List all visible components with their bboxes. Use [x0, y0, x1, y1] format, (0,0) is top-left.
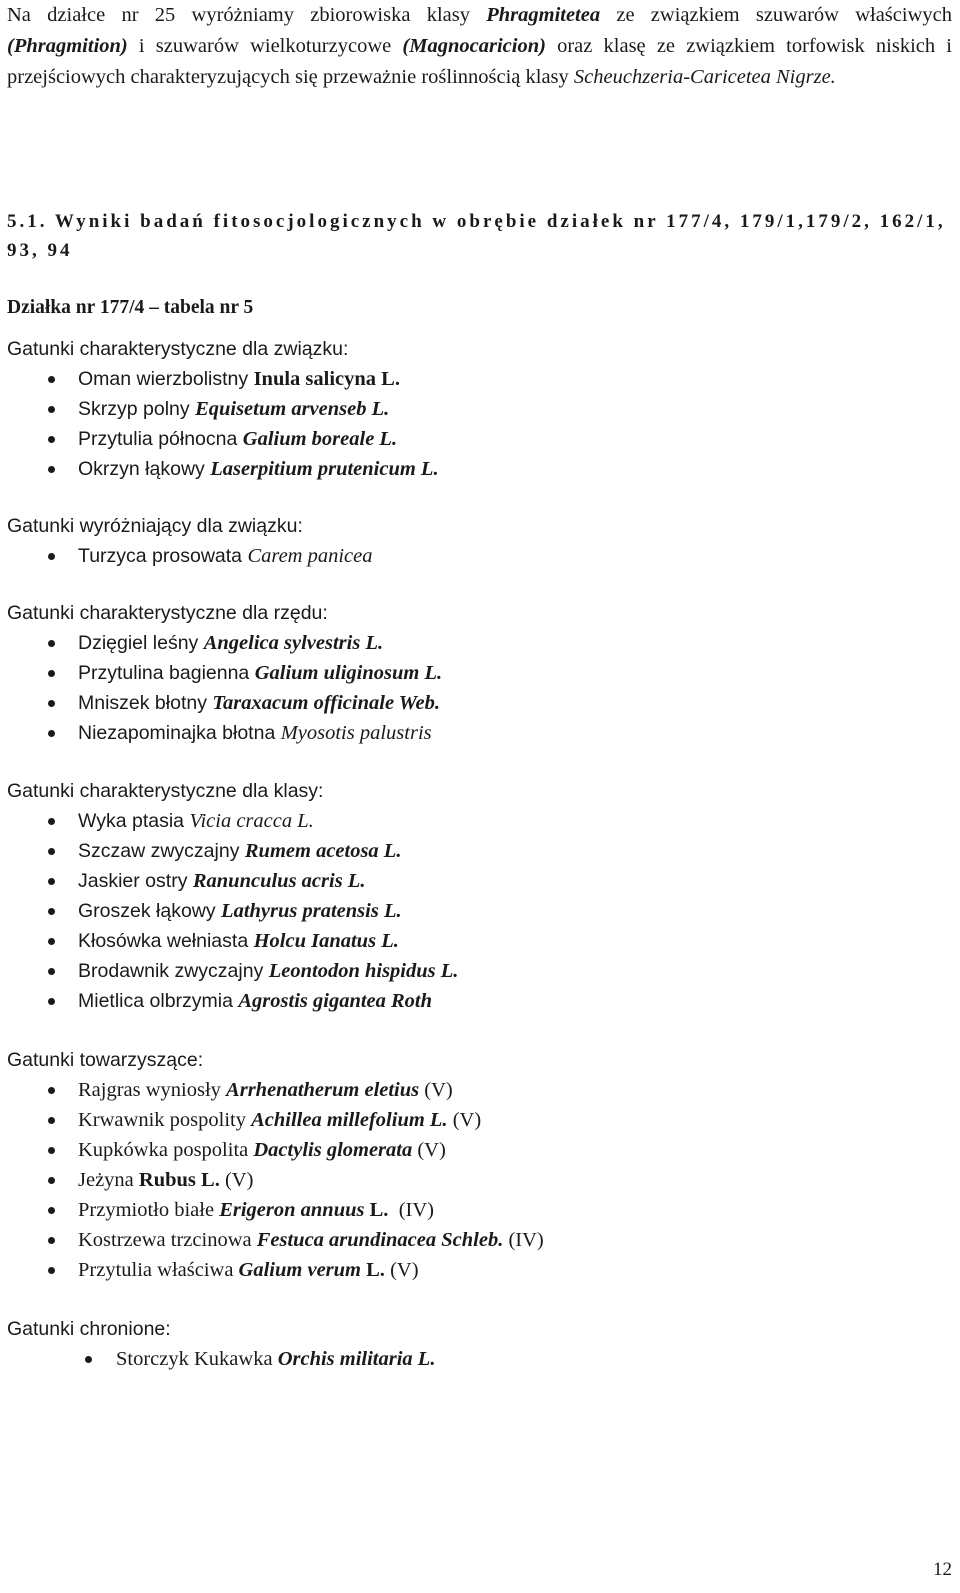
group-order-characteristic	[7, 598, 952, 748]
list-item	[7, 1344, 952, 1374]
species-common-name: Skrzyp polny	[78, 398, 196, 420]
list-item	[7, 806, 952, 836]
species-latin-name: Leontodon hispidus L.	[268, 960, 459, 982]
list-item	[7, 1075, 952, 1105]
bullet-icon	[48, 1267, 55, 1274]
species-common-name: Przytulia właściwa	[78, 1259, 239, 1281]
list-item	[7, 364, 952, 394]
group-protected-species	[7, 1314, 952, 1374]
species-list	[7, 364, 952, 484]
species-latin-name: Galium uliginosum L.	[254, 662, 443, 684]
species-latin-name: Laserpitium prutenicum L.	[210, 458, 439, 480]
bullet-icon	[48, 908, 55, 915]
group-association-characteristic	[7, 334, 952, 484]
bullet-icon	[48, 406, 55, 413]
intro-text: oraz klasę ze związkiem torfowisk niskich i przejściowych charakteryzujących się przeważnie roślinnością klasy	[7, 35, 952, 88]
species-latin-name: Galium boreale L.	[242, 428, 398, 450]
species-common-name: Oman wierzbolistny	[78, 368, 254, 390]
species-latin-name: Holcu Ianatus L.	[253, 930, 399, 952]
group-title: Gatunki chronione:	[7, 1318, 171, 1340]
bullet-icon	[48, 878, 55, 885]
species-latin-name: Rubus L.	[138, 1169, 220, 1191]
species-frequency-class: (V)	[419, 1079, 453, 1101]
intro-text: Na działce nr 25 wyróżniamy zbiorowiska klasy	[7, 4, 487, 26]
bullet-icon	[85, 1356, 92, 1363]
species-latin-name: Dactylis glomerata	[253, 1139, 413, 1161]
list-item	[7, 658, 952, 688]
species-common-name: Mietlica olbrzymia	[78, 990, 239, 1012]
list-item	[7, 1255, 952, 1285]
species-common-name: Wyka ptasia	[78, 810, 190, 832]
bullet-icon	[48, 818, 55, 825]
species-latin-name: Lathyrus pratensis L.	[221, 900, 402, 922]
intro-latin-phragmition: (Phragmition)	[7, 35, 128, 57]
species-latin-name: Arrhenatherum eletius	[226, 1079, 420, 1101]
list-item	[7, 1165, 952, 1195]
species-frequency-class: (IV)	[503, 1229, 544, 1251]
bullet-icon	[48, 700, 55, 707]
species-latin-name: Festuca arundinacea Schleb.	[256, 1229, 504, 1251]
list-item	[7, 541, 952, 571]
species-latin-name: Myosotis palustris	[280, 722, 432, 744]
species-latin-name: Equisetum arvenseb L.	[195, 398, 390, 420]
list-item	[7, 1195, 952, 1225]
list-item	[7, 424, 952, 454]
species-common-name: Kłosówka wełniasta	[78, 930, 254, 952]
species-list	[7, 1075, 952, 1285]
species-common-name: Jeżyna	[78, 1169, 139, 1191]
species-common-name: Kupkówka pospolita	[78, 1139, 254, 1161]
species-latin-name: Angelica sylvestris L.	[203, 632, 384, 654]
section-heading: 5.1. Wyniki badań fitosocjologicznych w obrębie działek nr 177/4, 179/1,179/2, 162/1, 93, 94	[7, 211, 946, 261]
species-latin-name: Orchis militaria L.	[277, 1348, 436, 1370]
species-latin-name: Carem panicea	[247, 545, 373, 567]
species-common-name: Groszek łąkowy	[78, 900, 222, 922]
bullet-icon	[48, 670, 55, 677]
species-common-name: Przytulina bagienna	[78, 662, 255, 684]
list-item	[7, 926, 952, 956]
intro-latin-scheuchzeria: Scheuchzeria-Caricetea Nigrze.	[573, 66, 836, 88]
species-latin-name: Rumem acetosa L.	[244, 840, 402, 862]
bullet-icon	[48, 640, 55, 647]
species-common-name: Szczaw zwyczajny	[78, 840, 245, 862]
intro-paragraph	[7, 0, 952, 93]
species-common-name: Jaskier ostry	[78, 870, 193, 892]
intro-latin-magnocaricion: (Magnocaricion)	[402, 35, 546, 57]
bullet-icon	[48, 376, 55, 383]
species-list	[7, 806, 952, 1016]
group-companion-species	[7, 1045, 952, 1285]
intro-latin-phragmitetea: Phragmitetea	[486, 4, 601, 26]
species-common-name: Storczyk Kukawka	[116, 1348, 278, 1370]
species-common-name: Kostrzewa trzcinowa	[78, 1229, 257, 1251]
species-frequency-class: (V)	[412, 1139, 446, 1161]
species-list	[7, 1344, 952, 1374]
bullet-icon	[48, 466, 55, 473]
bullet-icon	[48, 1207, 55, 1214]
list-item	[7, 1105, 952, 1135]
species-common-name: Przytulia północna	[78, 428, 243, 450]
group-association-distinguishing	[7, 511, 952, 571]
list-item	[7, 866, 952, 896]
species-latin-name: Erigeron annuus	[219, 1199, 365, 1221]
group-title: Gatunki charakterystyczne dla klasy:	[7, 780, 324, 802]
group-title: Gatunki charakterystyczne dla związku:	[7, 338, 349, 360]
bullet-icon	[48, 1177, 55, 1184]
list-item	[7, 986, 952, 1016]
page-number: 12	[933, 1559, 952, 1580]
species-latin-name: Ranunculus acris L.	[192, 870, 366, 892]
bullet-icon	[48, 1117, 55, 1124]
intro-text: ze związkiem szuwarów właściwych	[600, 4, 952, 26]
bullet-icon	[48, 1237, 55, 1244]
bullet-icon	[48, 1147, 55, 1154]
list-item	[7, 836, 952, 866]
bullet-icon	[48, 998, 55, 1005]
species-common-name: Krwawnik pospolity	[78, 1109, 252, 1131]
list-item	[7, 1135, 952, 1165]
species-list	[7, 541, 952, 571]
bullet-icon	[48, 848, 55, 855]
bullet-icon	[48, 968, 55, 975]
species-frequency-class: (IV)	[388, 1199, 434, 1221]
group-title: Gatunki wyróżniający dla związku:	[7, 515, 303, 537]
species-latin-name: Taraxacum officinale Web.	[212, 692, 440, 714]
group-title: Gatunki charakterystyczne dla rzędu:	[7, 602, 328, 624]
plot-heading: Działka nr 177/4 – tabela nr 5	[7, 297, 254, 318]
list-item	[7, 688, 952, 718]
list-item	[7, 896, 952, 926]
species-common-name: Mniszek błotny	[78, 692, 213, 714]
list-item	[7, 628, 952, 658]
species-common-name: Turzyca prosowata	[78, 545, 248, 567]
species-frequency-class: (V)	[447, 1109, 482, 1131]
list-item	[7, 718, 952, 748]
list-item	[7, 454, 952, 484]
list-item	[7, 956, 952, 986]
species-common-name: Rajgras wyniosły	[78, 1079, 227, 1101]
species-common-name: Okrzyn łąkowy	[78, 458, 211, 480]
list-item	[7, 394, 952, 424]
intro-text: i szuwarów wielkoturzycowe	[127, 35, 403, 57]
bullet-icon	[48, 553, 55, 560]
list-item	[7, 1225, 952, 1255]
species-common-name: Dzięgiel leśny	[78, 632, 204, 654]
species-frequency-class: (V)	[219, 1169, 254, 1191]
species-common-name: Przymiotło białe	[78, 1199, 220, 1221]
bullet-icon	[48, 436, 55, 443]
species-latin-name: Inula salicyna L.	[253, 368, 400, 390]
species-latin-name: Agrostis gigantea Roth	[238, 990, 433, 1012]
species-author: L.	[361, 1259, 385, 1281]
group-class-characteristic	[7, 776, 952, 1016]
species-latin-name: Achillea millefolium L.	[251, 1109, 448, 1131]
bullet-icon	[48, 730, 55, 737]
bullet-icon	[48, 1087, 55, 1094]
species-common-name: Niezapominajka błotna	[78, 722, 281, 744]
species-list	[7, 628, 952, 748]
species-author: L.	[364, 1199, 389, 1221]
species-common-name: Brodawnik zwyczajny	[78, 960, 269, 982]
species-latin-name: Galium verum	[238, 1259, 361, 1281]
species-frequency-class: (V)	[384, 1259, 419, 1281]
species-latin-name: Vicia cracca L.	[189, 810, 314, 832]
group-title: Gatunki towarzyszące:	[7, 1049, 204, 1071]
bullet-icon	[48, 938, 55, 945]
